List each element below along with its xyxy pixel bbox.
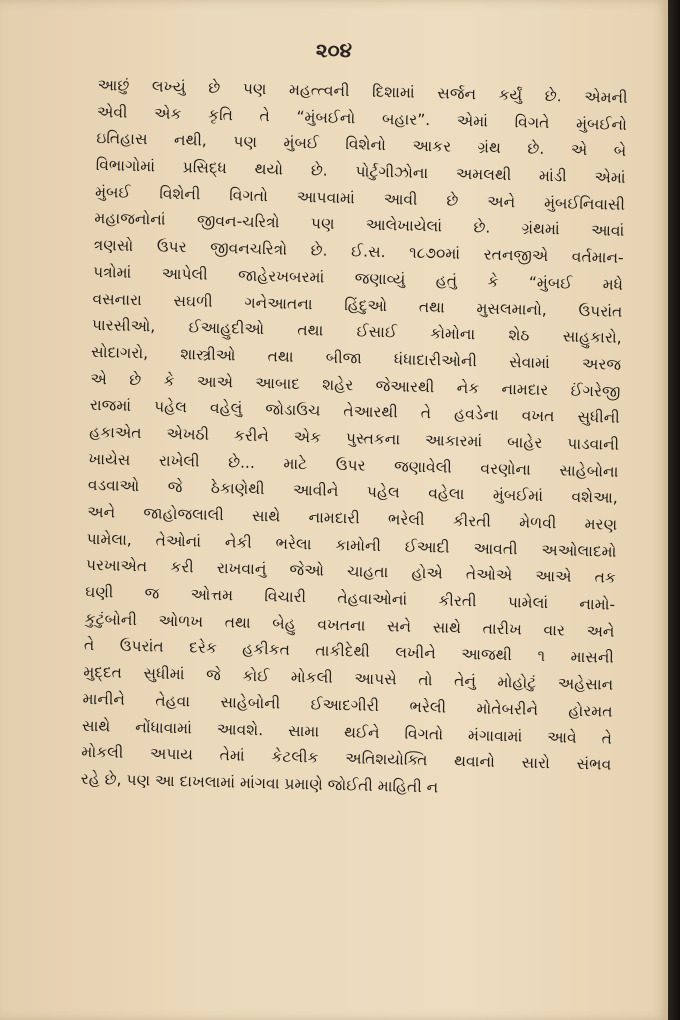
text-line: રહે છે, પણ આ દાખલામાં માંગવા પ્રમાણે જોઈતી માહિતી ન: [80, 769, 439, 797]
text-line: સાથે નોંધાવામાં આવશે. સામા થઈને વિગતો મંગાવામાં આવે તે: [81, 716, 613, 748]
text-line: વસનારા સઘળી ગનેઆતના હિંદુઓ તથા મુસલમાનો, ઉપરાંત: [92, 289, 623, 321]
text-line: વિભાગોમાં પ્રસિદ્ધ થયો છે. પોર્ટુગીઝોના અમલથી માંડી એમાં: [95, 156, 626, 187]
text-line: પામેલા, તેઓનાં નેકી ભરેલા કામોની ઈઆદી આવતી અઓલાદમો: [86, 529, 617, 561]
book-edge: [668, 0, 680, 1020]
text-line: ઘણી જ ઓત્તમ વિચારી તેહવાઓનાં કીરતી પામેલાં નામો-: [85, 582, 616, 614]
text-line: અને જાહોજલાલી સાથે નામદારી ભરેલી કીરતી મેળવી મરણ: [87, 502, 618, 534]
page-number: ૨૦૪: [315, 38, 353, 62]
text-line: મહાજનોનાં જીવન-ચરિત્રો પણ આલેખાયેલાં છે. ગ્રંથમાં આવાં: [94, 209, 625, 241]
text-line: મુંબઈ વિશેની વિગતો આપવામાં આવી છે અને મુંબઈનિવાસી: [94, 182, 626, 214]
text-line: પત્રોમાં આપેલી જાહેરખબરમાં જણાવ્યું હતું કે “મુંબઈ મધે: [92, 262, 624, 294]
text-line: માનીને તેહવા સાહેબોની ઈઆદગીરી ભરેલી મોતેબરીને હોરમત: [82, 689, 613, 721]
text-line: ઇતિહાસ નથી, પણ મુંબઈ વિશેનો આકર ગ્રંથ છે. એ બે: [96, 129, 627, 161]
text-line: કુટુંબોની ઓળખ તથા બેહુ વખતના સને સાથે તારીખ વાર અને: [84, 609, 615, 641]
text-line: રાજમાં પહેલ વહેલું જોડાઉચ તેઆરથી તે હવડેના વખત સુધીની: [89, 396, 620, 428]
text-line: મુદ્દત સુધીમાં જે કોઈ મોકલી આપસે તો તેનું મોહોટું અહેસાન: [83, 662, 614, 694]
text-line: વડવાઓ જે ઠેકાણેથી આવીને પહેલ વહેલા મુંબઈમાં વશેઆ,: [87, 476, 618, 508]
text-line: તે ઉપરાંત દરેક હકીકત તાકીદેથી લખીને આજથી ૧ માસની: [83, 636, 615, 668]
text-line: હકાએત એખઠી કરીને એક પુસ્તકના આકારમાં બાહેર પાડવાની: [88, 422, 620, 454]
text-line: મોકલી અપાય તેમાં કેટલીક અતિશયોક્તિ થવાનો સારો સંભવ: [81, 742, 612, 774]
text-line: ખાયેસ રાખેલી છે... માટે ઉપર જણાવેલી વરણોના સાહેબોના: [88, 449, 619, 481]
body-text: [80, 72, 627, 805]
text-line: એવી એક કૃતિ તે “મુંબઈનો બહાર”. એમાં વિગતે મુંબઈનો: [96, 102, 628, 134]
text-line: પરખાએત કરી રાખવાનું જેઓ ચાહતા હોએ તેઓએ આએ તક: [85, 556, 617, 588]
text-line: આછું લખ્યું છે પણ મહત્ત્વની દિશામાં સર્જન કર્યું છે. એમની: [97, 75, 628, 107]
text-line: ત્રણસો ઉપર જીવનચરિત્રો છે. ઈ.સ. ૧૮૭૦માં રતનજીએ વર્તમાન-: [93, 236, 624, 268]
text-line: એ છે કે આએ આબાદ શહેર જેઆરથી નેક નામદાર ઈંગરેજી: [90, 369, 621, 401]
text-line: પારસીઓ, ઈઆહુદીઓ તથા ઈસાઈ કોમોના શેઠ સાહુકારો,: [91, 316, 622, 348]
text-line: સોદાગરો, શાસ્ત્રીઓ તથા બીજા ધંધાદારીઓની સેવામાં અરજ: [90, 342, 622, 374]
